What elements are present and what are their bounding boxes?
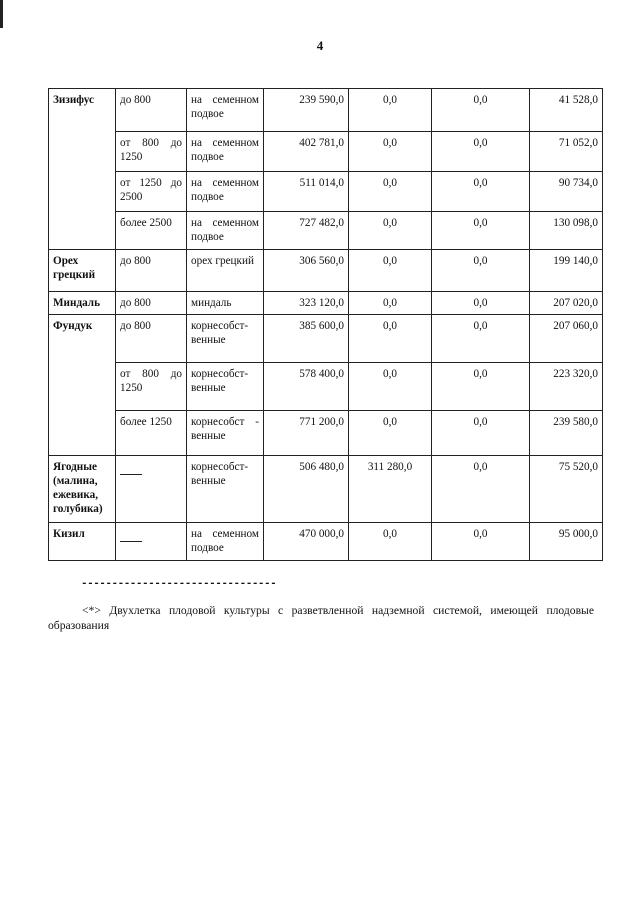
value-cell: 0,0 (432, 250, 530, 292)
value-cell: 239 590,0 (264, 89, 349, 132)
stock-cell: на семенном подвое (187, 132, 264, 172)
size-cell: до 800 (116, 315, 187, 363)
stock-cell: на семенном подвое (187, 212, 264, 250)
table-row (49, 172, 603, 212)
value-cell: 402 781,0 (264, 132, 349, 172)
stock-cell: корнесобст-венные (187, 363, 264, 411)
scan-edge-mark (0, 0, 3, 28)
value-cell: 311 280,0 (349, 456, 432, 523)
stock-cell: корнесобст - венные (187, 411, 264, 456)
empty-dash (120, 527, 142, 542)
size-cell (116, 456, 187, 523)
value-cell: 207 060,0 (530, 315, 603, 363)
size-cell: от 800 до 1250 (116, 363, 187, 411)
value-cell: 199 140,0 (530, 250, 603, 292)
value-cell: 239 580,0 (530, 411, 603, 456)
value-cell: 306 560,0 (264, 250, 349, 292)
value-cell: 0,0 (432, 456, 530, 523)
value-cell: 470 000,0 (264, 523, 349, 561)
value-cell: 506 480,0 (264, 456, 349, 523)
value-cell: 385 600,0 (264, 315, 349, 363)
stock-cell: миндаль (187, 292, 264, 315)
stock-cell: орех грецкий (187, 250, 264, 292)
value-cell: 511 014,0 (264, 172, 349, 212)
footnote-separator: -------------------------------- (81, 578, 277, 590)
footnote-text: <*> Двухлетка плодовой культуры с разветвленной надземной системой, имеющей плодовые образования (48, 604, 594, 632)
culture-cell: Орех грецкий (49, 250, 116, 292)
value-cell: 578 400,0 (264, 363, 349, 411)
value-cell: 0,0 (349, 172, 432, 212)
stock-cell: корнесобст-венные (187, 315, 264, 363)
stock-cell: на семенном подвое (187, 89, 264, 132)
size-cell: до 800 (116, 89, 187, 132)
table-row (49, 89, 603, 132)
size-cell: более 1250 (116, 411, 187, 456)
page-number: 4 (316, 38, 324, 53)
size-cell: до 800 (116, 250, 187, 292)
value-cell: 95 000,0 (530, 523, 603, 561)
value-cell: 223 320,0 (530, 363, 603, 411)
empty-dash (120, 460, 142, 475)
value-cell: 0,0 (432, 172, 530, 212)
size-cell (116, 523, 187, 561)
culture-cell: Миндаль (49, 292, 116, 315)
value-cell: 207 020,0 (530, 292, 603, 315)
value-cell: 0,0 (349, 315, 432, 363)
stock-cell: на семенном подвое (187, 523, 264, 561)
value-cell: 0,0 (432, 411, 530, 456)
value-cell: 0,0 (349, 523, 432, 561)
culture-cell: Фундук (49, 315, 116, 456)
size-cell: от 800 до 1250 (116, 132, 187, 172)
table-row (49, 315, 603, 363)
value-cell: 0,0 (432, 132, 530, 172)
stock-cell: на семенном подвое (187, 172, 264, 212)
value-cell: 0,0 (432, 89, 530, 132)
table-row (49, 363, 603, 411)
value-cell: 0,0 (432, 315, 530, 363)
table-row (49, 292, 603, 315)
value-cell: 323 120,0 (264, 292, 349, 315)
size-cell: от 1250 до 2500 (116, 172, 187, 212)
table-row (49, 523, 603, 561)
value-cell: 771 200,0 (264, 411, 349, 456)
size-cell: более 2500 (116, 212, 187, 250)
value-cell: 0,0 (432, 292, 530, 315)
value-cell: 0,0 (432, 212, 530, 250)
table-row (49, 250, 603, 292)
table-row (49, 411, 603, 456)
value-cell: 0,0 (349, 89, 432, 132)
value-cell: 0,0 (349, 212, 432, 250)
value-cell: 0,0 (432, 523, 530, 561)
value-cell: 71 052,0 (530, 132, 603, 172)
value-cell: 0,0 (349, 363, 432, 411)
culture-cell: Ягодные (малина, ежевика, голубика) (49, 456, 116, 523)
table-row (49, 212, 603, 250)
value-cell: 0,0 (349, 411, 432, 456)
value-cell: 90 734,0 (530, 172, 603, 212)
value-cell: 75 520,0 (530, 456, 603, 523)
value-cell: 0,0 (349, 250, 432, 292)
culture-cell: Зизифус (49, 89, 116, 250)
value-cell: 727 482,0 (264, 212, 349, 250)
table-row (49, 132, 603, 172)
value-cell: 0,0 (349, 132, 432, 172)
stock-cell: корнесобст-венные (187, 456, 264, 523)
value-cell: 41 528,0 (530, 89, 603, 132)
price-table (48, 88, 603, 561)
value-cell: 130 098,0 (530, 212, 603, 250)
value-cell: 0,0 (432, 363, 530, 411)
table-row (49, 456, 603, 523)
size-cell: до 800 (116, 292, 187, 315)
culture-cell: Кизил (49, 523, 116, 561)
value-cell: 0,0 (349, 292, 432, 315)
